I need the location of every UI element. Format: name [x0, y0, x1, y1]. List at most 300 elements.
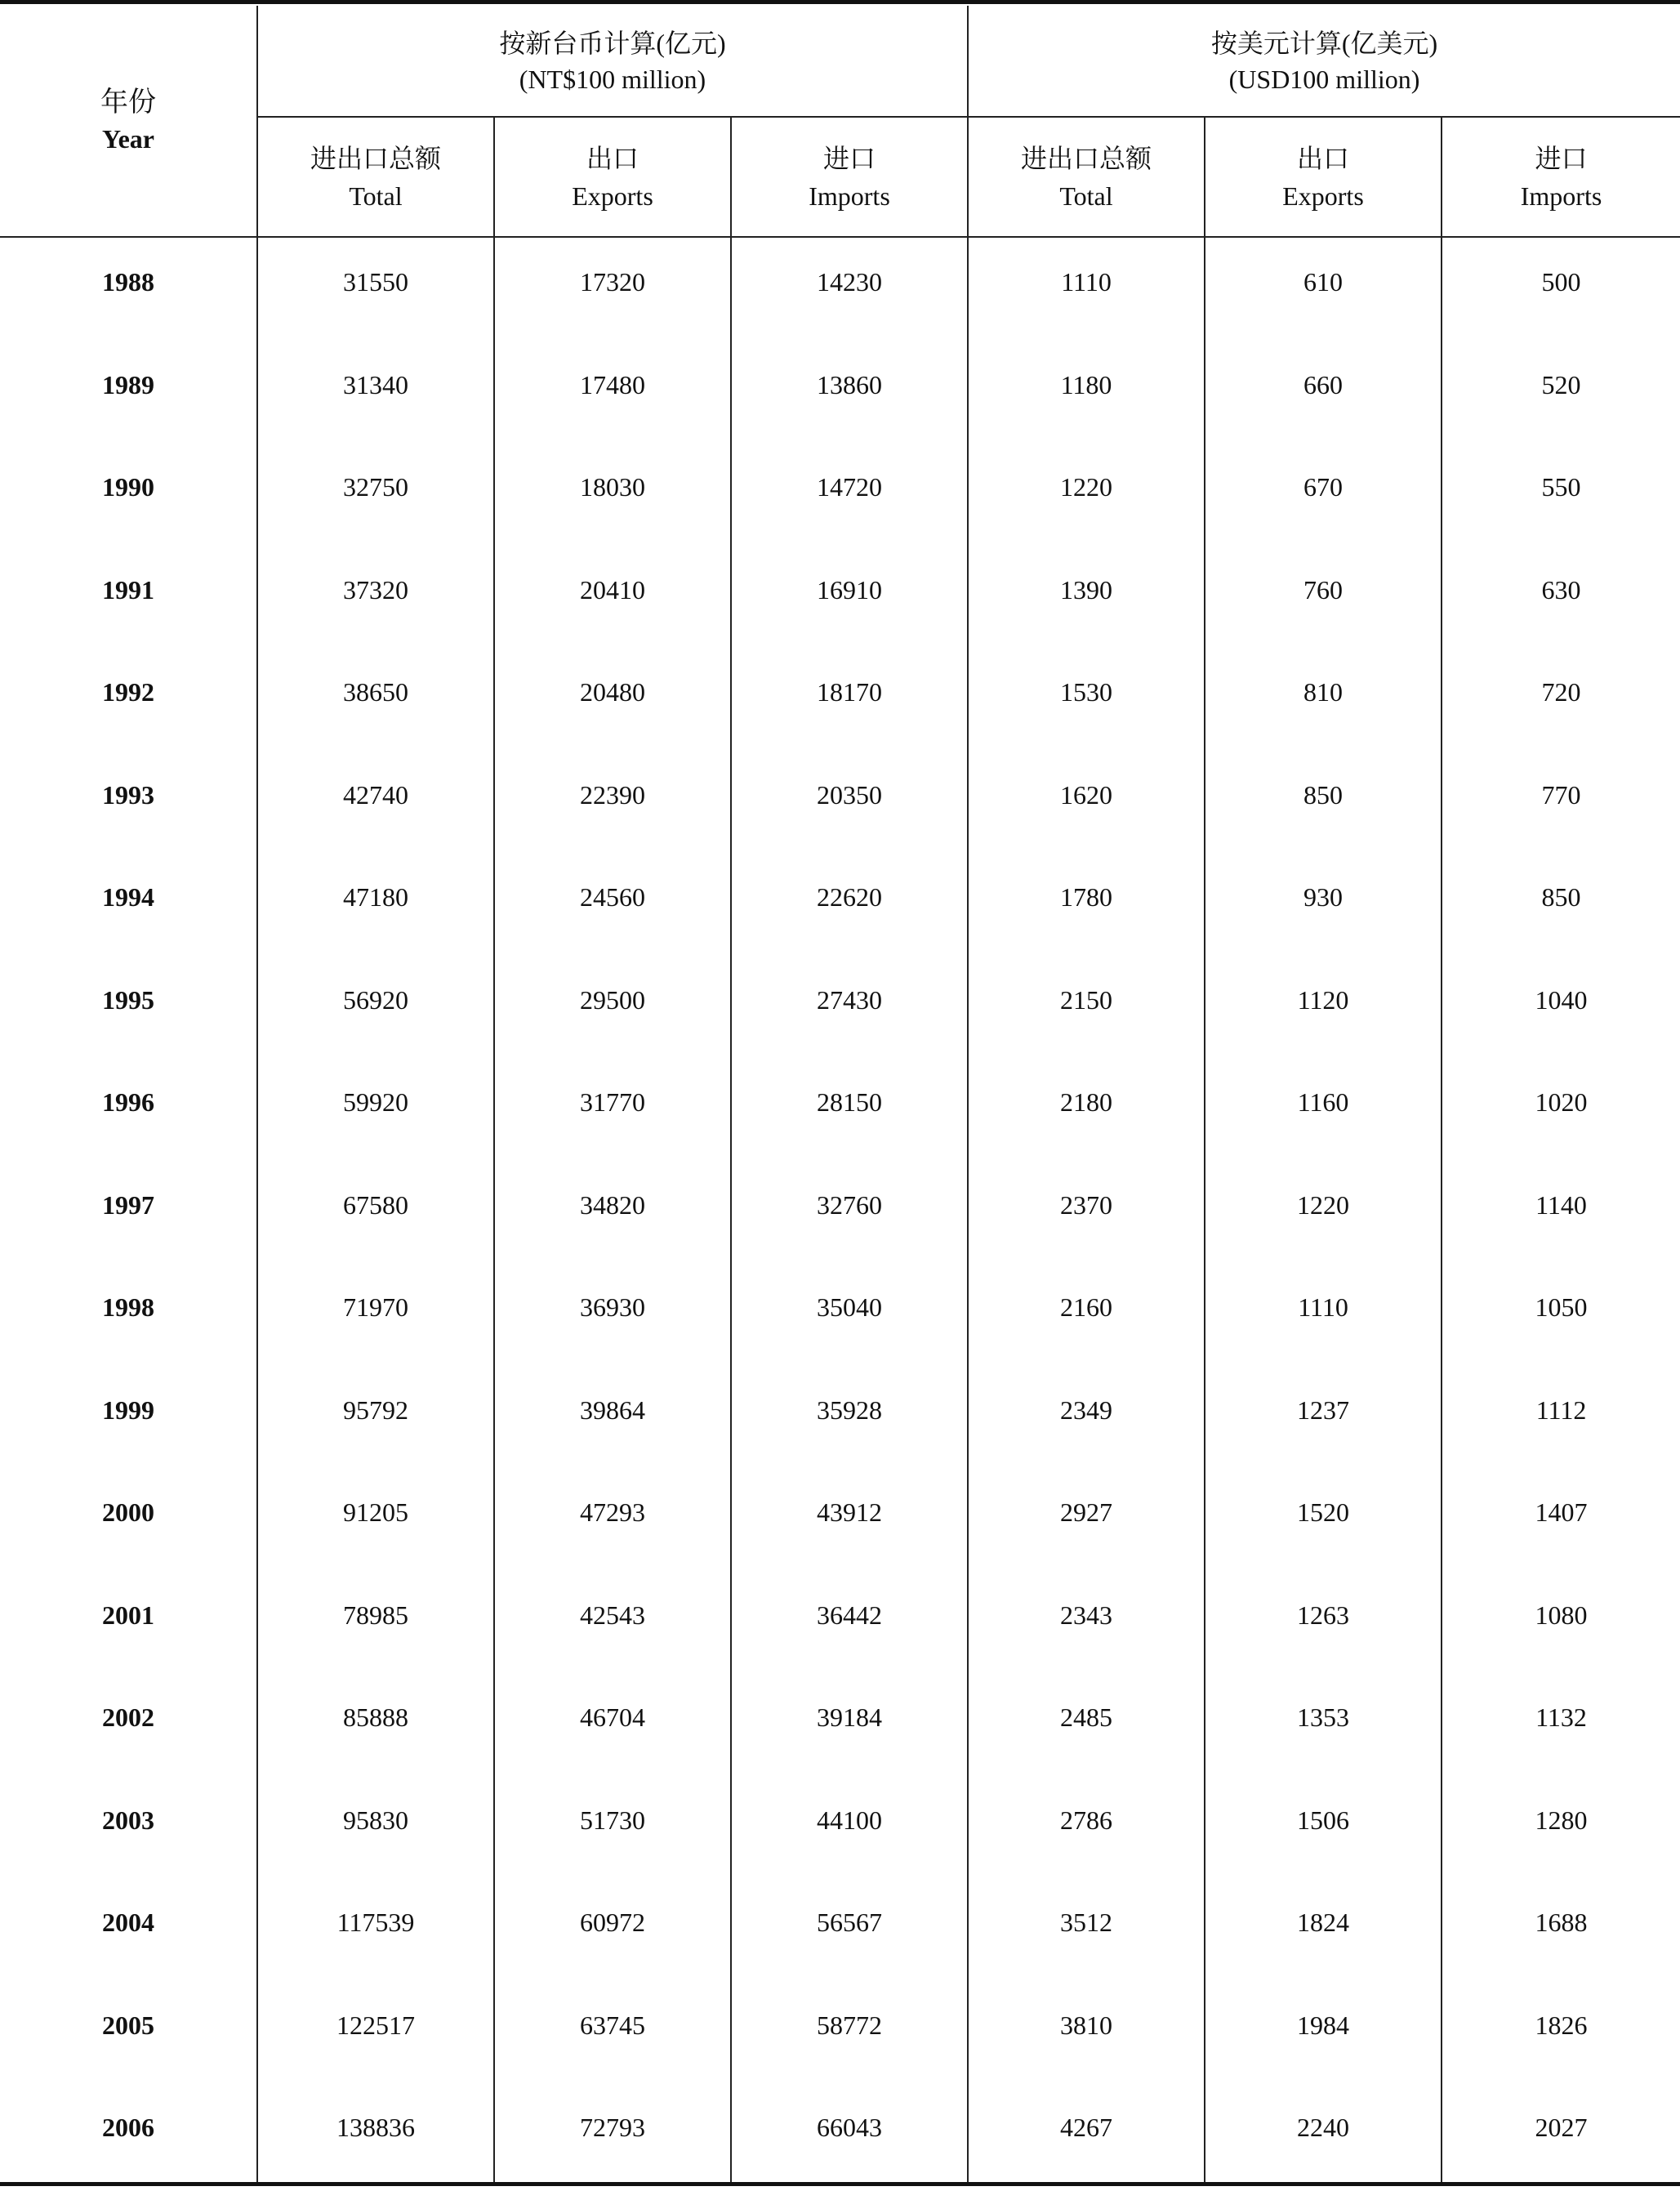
- usd-exports-value: 1110: [1298, 1292, 1348, 1323]
- year-value: 2002: [102, 1702, 154, 1733]
- usd-total-cell: [968, 546, 1205, 649]
- usd-imports-cell: [1442, 1263, 1680, 1366]
- ntd-imports-value: 27430: [817, 984, 882, 1015]
- ntd-imports-value: 13860: [817, 369, 882, 399]
- ntd-exports-cell: [494, 956, 731, 1059]
- usd-imports-value: 1407: [1535, 1497, 1588, 1528]
- usd-exports-header: [1205, 117, 1442, 237]
- year-value: 1993: [102, 779, 154, 810]
- table-row: [0, 1468, 1680, 1571]
- ntd-total-cell: [257, 751, 494, 854]
- ntd-exports-value: 63745: [580, 2010, 645, 2040]
- ntd-exports-value: 18030: [580, 472, 645, 502]
- usd-imports-cell: [1442, 1571, 1680, 1674]
- usd-exports-cell: [1205, 1776, 1442, 1879]
- table-row: [0, 1878, 1680, 1981]
- ntd-total-cell: [257, 1981, 494, 2084]
- usd-total-value: 3810: [1060, 2010, 1112, 2040]
- usd-total-cell: [968, 751, 1205, 854]
- usd-imports-cell: [1442, 546, 1680, 649]
- usd-exports-value: 2240: [1297, 2113, 1349, 2143]
- usd-exports-cell: [1205, 546, 1442, 649]
- column-header-en: Imports: [1520, 181, 1602, 211]
- usd-total-cell: [968, 853, 1205, 956]
- ntd-exports-value: 29500: [580, 984, 645, 1015]
- ntd-total-cell: [257, 1571, 494, 1674]
- year-value: 1996: [102, 1087, 154, 1118]
- usd-exports-value: 1120: [1297, 984, 1349, 1015]
- ntd-group-en: (NT$100 million): [519, 64, 706, 94]
- year-cell: [0, 546, 257, 649]
- usd-imports-cell: [1442, 341, 1680, 444]
- usd-imports-cell: [1442, 2083, 1680, 2186]
- column-header-en: Exports: [572, 181, 653, 211]
- ntd-total-cell: [257, 1878, 494, 1981]
- ntd-exports-cell: [494, 1058, 731, 1161]
- ntd-total-cell: [257, 1468, 494, 1571]
- usd-exports-cell: [1205, 443, 1442, 546]
- ntd-imports-cell: [731, 1673, 968, 1776]
- usd-total-value: 2160: [1060, 1292, 1112, 1323]
- year-header-zh: 年份: [100, 87, 156, 118]
- ntd-exports-value: 60972: [580, 1908, 645, 1938]
- usd-total-cell: [968, 1673, 1205, 1776]
- ntd-imports-cell: [731, 956, 968, 1059]
- usd-total-value: 2485: [1060, 1702, 1112, 1733]
- ntd-exports-cell: [494, 1366, 731, 1469]
- ntd-group-zh: 按新台币计算(亿元): [499, 28, 726, 58]
- usd-group-zh: 按美元计算(亿美元): [1210, 28, 1438, 58]
- ntd-total-value: 117539: [336, 1908, 415, 1938]
- ntd-total-cell: [257, 1776, 494, 1879]
- ntd-imports-value: 14230: [817, 267, 882, 297]
- ntd-exports-value: 46704: [580, 1702, 645, 1733]
- ntd-total-cell: [257, 2083, 494, 2186]
- ntd-exports-cell: [494, 1776, 731, 1879]
- usd-imports-value: 550: [1541, 472, 1581, 502]
- ntd-imports-value: 35040: [817, 1292, 882, 1323]
- year-cell: [0, 956, 257, 1059]
- header-group-row: [0, 6, 1680, 117]
- ntd-imports-cell: [731, 1468, 968, 1571]
- usd-imports-cell: [1442, 1161, 1680, 1264]
- ntd-total-value: 71970: [343, 1292, 408, 1323]
- ntd-total-value: 138836: [336, 2113, 415, 2143]
- usd-exports-value: 660: [1303, 369, 1343, 399]
- table-body: [0, 237, 1680, 2186]
- usd-total-value: 3512: [1060, 1908, 1112, 1938]
- usd-imports-cell: [1442, 751, 1680, 854]
- usd-imports-cell: [1442, 648, 1680, 751]
- usd-imports-value: 1826: [1535, 2010, 1588, 2040]
- ntd-imports-cell: [731, 1571, 968, 1674]
- year-value: 1994: [102, 882, 154, 913]
- ntd-imports-cell: [731, 237, 968, 341]
- usd-total-value: 2349: [1060, 1394, 1112, 1425]
- ntd-imports-cell: [731, 1776, 968, 1879]
- usd-imports-cell: [1442, 956, 1680, 1059]
- ntd-imports-cell: [731, 853, 968, 956]
- ntd-imports-value: 22620: [817, 882, 882, 913]
- usd-exports-cell: [1205, 237, 1442, 341]
- table-row: [0, 1366, 1680, 1469]
- year-cell: [0, 1161, 257, 1264]
- usd-exports-value: 760: [1303, 574, 1343, 605]
- ntd-total-cell: [257, 1161, 494, 1264]
- ntd-imports-cell: [731, 1878, 968, 1981]
- usd-total-cell: [968, 1776, 1205, 1879]
- ntd-total-value: 47180: [343, 882, 408, 913]
- ntd-imports-value: 16910: [817, 574, 882, 605]
- usd-total-cell: [968, 1571, 1205, 1674]
- year-cell: [0, 1571, 257, 1674]
- usd-imports-cell: [1442, 1878, 1680, 1981]
- year-value: 1995: [102, 984, 154, 1015]
- ntd-exports-cell: [494, 237, 731, 341]
- year-cell: [0, 237, 257, 341]
- usd-imports-cell: [1442, 1673, 1680, 1776]
- ntd-total-value: 91205: [343, 1497, 408, 1528]
- usd-imports-value: 2027: [1535, 2113, 1588, 2143]
- ntd-exports-value: 72793: [580, 2113, 645, 2143]
- year-cell: [0, 1776, 257, 1879]
- usd-imports-value: 1140: [1535, 1189, 1587, 1220]
- table-row: [0, 956, 1680, 1059]
- ntd-exports-value: 36930: [580, 1292, 645, 1323]
- ntd-imports-header: [731, 117, 968, 237]
- year-cell: [0, 1366, 257, 1469]
- ntd-exports-value: 20410: [580, 574, 645, 605]
- usd-imports-value: 1688: [1535, 1908, 1588, 1938]
- usd-exports-cell: [1205, 1468, 1442, 1571]
- year-cell: [0, 1468, 257, 1571]
- table-row: [0, 1571, 1680, 1674]
- table-row: [0, 2083, 1680, 2186]
- year-cell: [0, 1981, 257, 2084]
- usd-exports-cell: [1205, 1673, 1442, 1776]
- ntd-imports-cell: [731, 1981, 968, 2084]
- ntd-imports-cell: [731, 751, 968, 854]
- ntd-exports-cell: [494, 341, 731, 444]
- usd-exports-value: 1220: [1297, 1189, 1349, 1220]
- ntd-imports-cell: [731, 1161, 968, 1264]
- ntd-imports-value: 39184: [817, 1702, 882, 1733]
- usd-total-value: 2786: [1060, 1805, 1112, 1835]
- column-header-zh: 进出口总额: [310, 143, 441, 173]
- usd-group-header: [968, 6, 1680, 117]
- table-row: [0, 1161, 1680, 1264]
- usd-imports-cell: [1442, 1981, 1680, 2084]
- usd-total-value: 1620: [1060, 779, 1112, 810]
- ntd-exports-cell: [494, 1673, 731, 1776]
- usd-imports-cell: [1442, 853, 1680, 956]
- ntd-total-cell: [257, 341, 494, 444]
- usd-imports-value: 630: [1541, 574, 1581, 605]
- usd-exports-value: 1824: [1297, 1908, 1349, 1938]
- ntd-total-cell: [257, 1366, 494, 1469]
- year-cell: [0, 2083, 257, 2186]
- usd-total-value: 1180: [1060, 369, 1112, 399]
- year-value: 2001: [102, 1600, 154, 1630]
- usd-total-cell: [968, 1878, 1205, 1981]
- usd-total-value: 1390: [1060, 574, 1112, 605]
- year-value: 2000: [102, 1497, 154, 1528]
- usd-exports-cell: [1205, 1878, 1442, 1981]
- table-row: [0, 1981, 1680, 2084]
- usd-exports-value: 1353: [1297, 1702, 1349, 1733]
- ntd-exports-cell: [494, 751, 731, 854]
- ntd-total-cell: [257, 648, 494, 751]
- ntd-imports-value: 44100: [817, 1805, 882, 1835]
- table-row: [0, 237, 1680, 341]
- year-cell: [0, 648, 257, 751]
- usd-imports-value: 770: [1541, 779, 1581, 810]
- usd-total-cell: [968, 1058, 1205, 1161]
- column-header-zh: 进口: [822, 143, 876, 173]
- ntd-total-value: 67580: [343, 1189, 408, 1220]
- usd-imports-value: 1020: [1535, 1087, 1588, 1118]
- usd-total-cell: [968, 341, 1205, 444]
- usd-total-value: 1780: [1060, 882, 1112, 913]
- ntd-exports-cell: [494, 1981, 731, 2084]
- column-header-zh: 出口: [586, 143, 639, 173]
- usd-exports-cell: [1205, 751, 1442, 854]
- usd-total-value: 2927: [1060, 1497, 1112, 1528]
- column-header-zh: 出口: [1296, 143, 1349, 173]
- table-row: [0, 1058, 1680, 1161]
- ntd-exports-value: 24560: [580, 882, 645, 913]
- ntd-exports-value: 31770: [580, 1087, 645, 1118]
- usd-exports-value: 610: [1303, 267, 1343, 297]
- usd-imports-cell: [1442, 1058, 1680, 1161]
- usd-total-cell: [968, 956, 1205, 1059]
- ntd-total-cell: [257, 237, 494, 341]
- ntd-imports-cell: [731, 1366, 968, 1469]
- year-value: 1991: [102, 574, 154, 605]
- ntd-total-value: 95830: [343, 1805, 408, 1835]
- ntd-total-cell: [257, 956, 494, 1059]
- usd-exports-cell: [1205, 2083, 1442, 2186]
- year-cell: [0, 1263, 257, 1366]
- column-header-en: Exports: [1282, 181, 1364, 211]
- ntd-exports-value: 22390: [580, 779, 645, 810]
- usd-exports-value: 1520: [1297, 1497, 1349, 1528]
- year-value: 1997: [102, 1189, 154, 1220]
- year-column-header: [0, 6, 257, 237]
- table-row: [0, 1263, 1680, 1366]
- ntd-exports-cell: [494, 443, 731, 546]
- year-value: 1989: [102, 369, 154, 399]
- usd-exports-value: 1506: [1297, 1805, 1349, 1835]
- usd-imports-value: 1040: [1535, 984, 1588, 1015]
- ntd-imports-value: 20350: [817, 779, 882, 810]
- ntd-imports-cell: [731, 443, 968, 546]
- table-top-rule: [0, 0, 1680, 4]
- usd-exports-value: 850: [1303, 779, 1343, 810]
- column-header-en: Total: [1059, 181, 1113, 211]
- ntd-group-header: [257, 6, 968, 117]
- usd-exports-cell: [1205, 648, 1442, 751]
- year-cell: [0, 853, 257, 956]
- ntd-exports-cell: [494, 2083, 731, 2186]
- table-row: [0, 1776, 1680, 1879]
- usd-exports-value: 1984: [1297, 2010, 1349, 2040]
- ntd-total-header: [257, 117, 494, 237]
- ntd-total-value: 37320: [343, 574, 408, 605]
- table-row: [0, 546, 1680, 649]
- ntd-total-cell: [257, 443, 494, 546]
- column-header-zh: 进口: [1535, 143, 1588, 173]
- ntd-exports-value: 47293: [580, 1497, 645, 1528]
- column-header-en: Total: [349, 181, 403, 211]
- ntd-exports-cell: [494, 1263, 731, 1366]
- ntd-total-cell: [257, 1263, 494, 1366]
- ntd-exports-cell: [494, 1468, 731, 1571]
- year-cell: [0, 1878, 257, 1981]
- usd-imports-value: 1132: [1535, 1702, 1587, 1733]
- ntd-total-value: 122517: [336, 2010, 415, 2040]
- year-value: 1992: [102, 677, 154, 707]
- year-value: 1990: [102, 472, 154, 502]
- ntd-total-value: 38650: [343, 677, 408, 707]
- usd-total-cell: [968, 1366, 1205, 1469]
- usd-total-header: [968, 117, 1205, 237]
- ntd-total-value: 31340: [343, 369, 408, 399]
- column-header-zh: 进出口总额: [1020, 143, 1152, 173]
- ntd-total-value: 42740: [343, 779, 408, 810]
- usd-exports-value: 810: [1303, 677, 1343, 707]
- ntd-total-value: 78985: [343, 1600, 408, 1630]
- ntd-total-value: 56920: [343, 984, 408, 1015]
- ntd-exports-value: 39864: [580, 1394, 645, 1425]
- usd-total-cell: [968, 648, 1205, 751]
- usd-imports-value: 1112: [1535, 1394, 1587, 1425]
- usd-imports-cell: [1442, 1468, 1680, 1571]
- usd-total-cell: [968, 2083, 1205, 2186]
- ntd-total-cell: [257, 853, 494, 956]
- table-row: [0, 443, 1680, 546]
- usd-total-value: 1110: [1061, 267, 1112, 297]
- usd-exports-cell: [1205, 1161, 1442, 1264]
- ntd-total-value: 59920: [343, 1087, 408, 1118]
- year-cell: [0, 751, 257, 854]
- ntd-total-cell: [257, 1058, 494, 1161]
- ntd-imports-value: 35928: [817, 1394, 882, 1425]
- usd-exports-cell: [1205, 1366, 1442, 1469]
- usd-total-value: 2370: [1060, 1189, 1112, 1220]
- usd-imports-value: 1050: [1535, 1292, 1588, 1323]
- table-row: [0, 853, 1680, 956]
- year-value: 2003: [102, 1805, 154, 1835]
- ntd-exports-value: 17320: [580, 267, 645, 297]
- usd-total-value: 1530: [1060, 677, 1112, 707]
- ntd-imports-value: 66043: [817, 2113, 882, 2143]
- usd-imports-value: 1280: [1535, 1805, 1588, 1835]
- year-value: 2005: [102, 2010, 154, 2040]
- ntd-imports-cell: [731, 648, 968, 751]
- usd-exports-cell: [1205, 1981, 1442, 2084]
- usd-imports-value: 500: [1541, 267, 1581, 297]
- usd-exports-cell: [1205, 956, 1442, 1059]
- ntd-exports-cell: [494, 1878, 731, 1981]
- usd-exports-value: 1160: [1297, 1087, 1349, 1118]
- ntd-total-value: 95792: [343, 1394, 408, 1425]
- usd-exports-value: 670: [1303, 472, 1343, 502]
- ntd-imports-value: 14720: [817, 472, 882, 502]
- year-header-en: Year: [102, 124, 154, 154]
- usd-imports-value: 850: [1541, 882, 1581, 913]
- table-row: [0, 1673, 1680, 1776]
- table-row: [0, 648, 1680, 751]
- usd-exports-cell: [1205, 1263, 1442, 1366]
- table-row: [0, 341, 1680, 444]
- ntd-exports-value: 34820: [580, 1189, 645, 1220]
- year-cell: [0, 341, 257, 444]
- year-value: 1998: [102, 1292, 154, 1323]
- usd-exports-cell: [1205, 853, 1442, 956]
- usd-imports-value: 720: [1541, 677, 1581, 707]
- ntd-imports-value: 36442: [817, 1600, 882, 1630]
- usd-total-value: 4267: [1060, 2113, 1112, 2143]
- year-value: 1999: [102, 1394, 154, 1425]
- usd-imports-cell: [1442, 1776, 1680, 1879]
- ntd-imports-cell: [731, 1263, 968, 1366]
- year-cell: [0, 443, 257, 546]
- column-header-en: Imports: [809, 181, 890, 211]
- usd-exports-cell: [1205, 341, 1442, 444]
- year-value: 2006: [102, 2113, 154, 2143]
- ntd-imports-value: 43912: [817, 1497, 882, 1528]
- usd-imports-cell: [1442, 1366, 1680, 1469]
- year-cell: [0, 1058, 257, 1161]
- usd-exports-cell: [1205, 1571, 1442, 1674]
- year-value: 1988: [102, 267, 154, 297]
- usd-imports-header: [1442, 117, 1680, 237]
- usd-total-value: 2343: [1060, 1600, 1112, 1630]
- usd-exports-value: 930: [1303, 882, 1343, 913]
- ntd-imports-cell: [731, 546, 968, 649]
- usd-imports-cell: [1442, 443, 1680, 546]
- ntd-exports-header: [494, 117, 731, 237]
- ntd-imports-value: 56567: [817, 1908, 882, 1938]
- ntd-total-cell: [257, 1673, 494, 1776]
- ntd-exports-cell: [494, 1161, 731, 1264]
- usd-total-cell: [968, 1981, 1205, 2084]
- usd-exports-value: 1263: [1297, 1600, 1349, 1630]
- table-bottom-rule: [0, 2182, 1680, 2186]
- year-cell: [0, 1673, 257, 1776]
- usd-total-cell: [968, 237, 1205, 341]
- ntd-exports-value: 17480: [580, 369, 645, 399]
- ntd-exports-cell: [494, 648, 731, 751]
- usd-exports-value: 1237: [1297, 1394, 1349, 1425]
- ntd-exports-cell: [494, 853, 731, 956]
- usd-total-cell: [968, 1263, 1205, 1366]
- usd-imports-cell: [1442, 237, 1680, 341]
- year-value: 2004: [102, 1908, 154, 1938]
- usd-total-value: 2180: [1060, 1087, 1112, 1118]
- usd-total-value: 1220: [1060, 472, 1112, 502]
- ntd-imports-cell: [731, 341, 968, 444]
- ntd-imports-value: 28150: [817, 1087, 882, 1118]
- ntd-imports-cell: [731, 1058, 968, 1161]
- ntd-imports-value: 58772: [817, 2010, 882, 2040]
- table-row: [0, 751, 1680, 854]
- usd-imports-value: 1080: [1535, 1600, 1588, 1630]
- usd-total-cell: [968, 1161, 1205, 1264]
- trade-table: [0, 6, 1680, 2186]
- table-header: [0, 6, 1680, 237]
